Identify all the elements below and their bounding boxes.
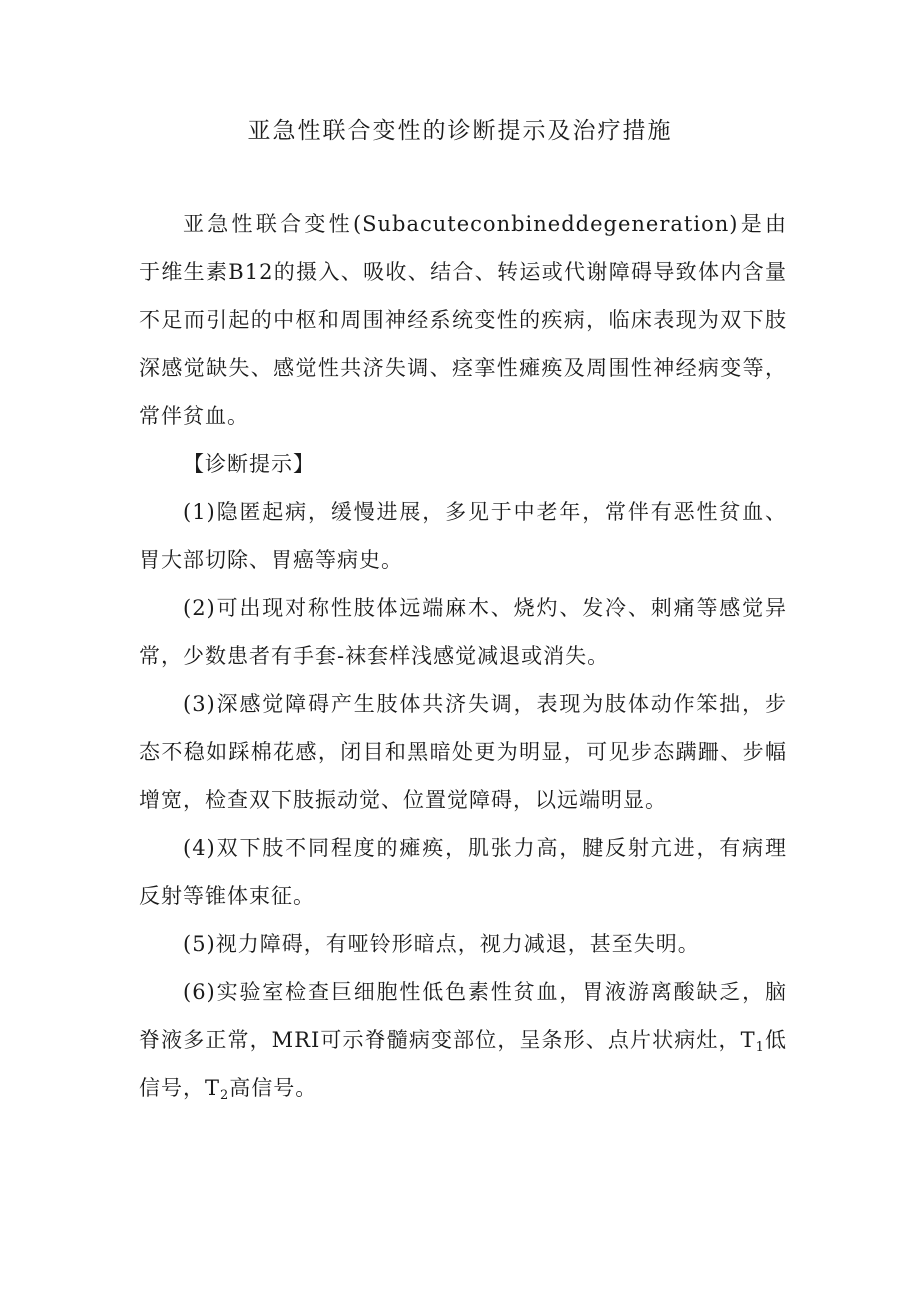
diagnosis-item-5: (5)视力障碍，有哑铃形暗点，视力减退，甚至失明。 (183, 932, 700, 956)
t2-base: T (205, 1076, 221, 1100)
intro-paragraph: 亚急性联合变性(Subacuteconbineddegeneration)是由于维生素B12的摄入、吸收、结合、转运或代谢障碍导致体内含量不足而引起的中枢和周围神经系统变性的疾病，临床表现为双下肢深感觉缺失、感觉性共济失调、痉挛性瘫痪及周围性神经病变等，常伴贫血。 (139, 212, 787, 428)
diagnosis-item-6 (139, 968, 787, 1112)
document-body (139, 200, 787, 1112)
t2-text: 高信号。 (229, 1076, 318, 1100)
t1-text: 低信号， (139, 1028, 788, 1100)
diagnosis-item-3: (3)深感觉障碍产生肢体共济失调，表现为肢体动作笨拙，步态不稳如踩棉花感，闭目和黑暗处更为明显，可见步态蹒跚、步幅增宽，检查双下肢振动觉、位置觉障碍，以远端明显。 (139, 692, 787, 812)
diagnosis-item-6-text: (6)实验室检查巨细胞性低色素性贫血，胃液游离酸缺乏，脑脊液多正常，MRI可示脊髓病变部位，呈条形、点片状病灶， (139, 980, 787, 1052)
diagnosis-item-4: (4)双下肢不同程度的瘫痪，肌张力高，腱反射亢进，有病理反射等锥体束征。 (139, 836, 787, 908)
t2-subscript: 2 (220, 1088, 230, 1103)
section-heading: 【诊断提示】 (183, 452, 315, 476)
t1-subscript: 1 (755, 1040, 765, 1055)
diagnosis-item-1: (1)隐匿起病，缓慢进展，多见于中老年，常伴有恶性贫血、胃大部切除、胃癌等病史。 (139, 500, 787, 572)
diagnosis-item-2: (2)可出现对称性肢体远端麻木、烧灼、发冷、刺痛等感觉异常，少数患者有手套-袜套样浅感觉减退或消失。 (139, 596, 787, 668)
document-title: 亚急性联合变性的诊断提示及治疗措施 (247, 118, 673, 144)
t1-base: T (740, 1028, 756, 1052)
